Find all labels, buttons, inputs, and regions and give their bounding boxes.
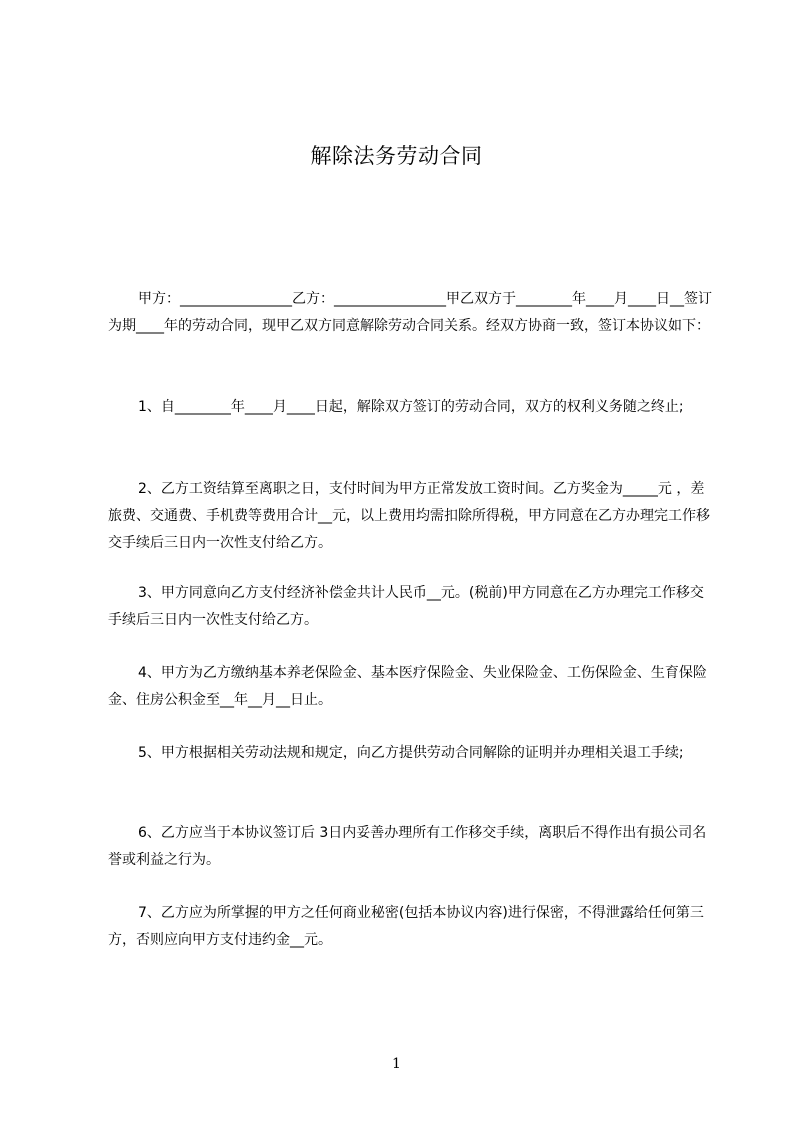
clause-7: 7、乙方应为所掌握的甲方之任何商业秘密(包括本协议内容)进行保密，不得泄露给任何第三方，否则应向甲方支付违约金__元。 <box>108 905 704 948</box>
clause-5: 5、甲方根据相关劳动法规和规定，向乙方提供劳动合同解除的证明并办理相关退工手续; <box>138 745 684 761</box>
page-number: 1 <box>392 1056 401 1072</box>
clause-1: 1、自________年____月____日起，解除双方签订的劳动合同，双方的权利义务随之终止; <box>138 399 684 415</box>
clause-4: 4、甲方为乙方缴纳基本养老保险金、基本医疗保险金、失业保险金、工伤保险金、生育保险金、住房公积金至__年__月__日止。 <box>108 665 707 708</box>
clause-2: 2、乙方工资结算至离职之日，支付时间为甲方正常发放工资时间。乙方奖金为_____元 ，差旅费、交通费、手机费等费用合计__元，以上费用均需扣除所得税，甲方同意在乙方办理完工作移交手续后三日内一次性支付给乙方。 <box>108 481 710 551</box>
clause-3: 3、甲方同意向乙方支付经济补偿金共计人民币__元。(税前)甲方同意在乙方办理完工作移交手续后三日内一次性支付给乙方。 <box>108 585 704 628</box>
clause-6: 6、乙方应当于本协议签订后 3日内妥善办理所有工作移交手续，离职后不得作出有损公司名誉或利益之行为。 <box>108 825 707 868</box>
intro-paragraph: 甲方：________________乙方：________________甲乙双方于________年____月____日__签订为期____年的劳动合同，现甲乙双方同意解除劳动合同关系。经双方协商一致，签订本协议如下： <box>108 291 712 334</box>
document-title: 解除法务劳动合同 <box>310 144 483 168</box>
